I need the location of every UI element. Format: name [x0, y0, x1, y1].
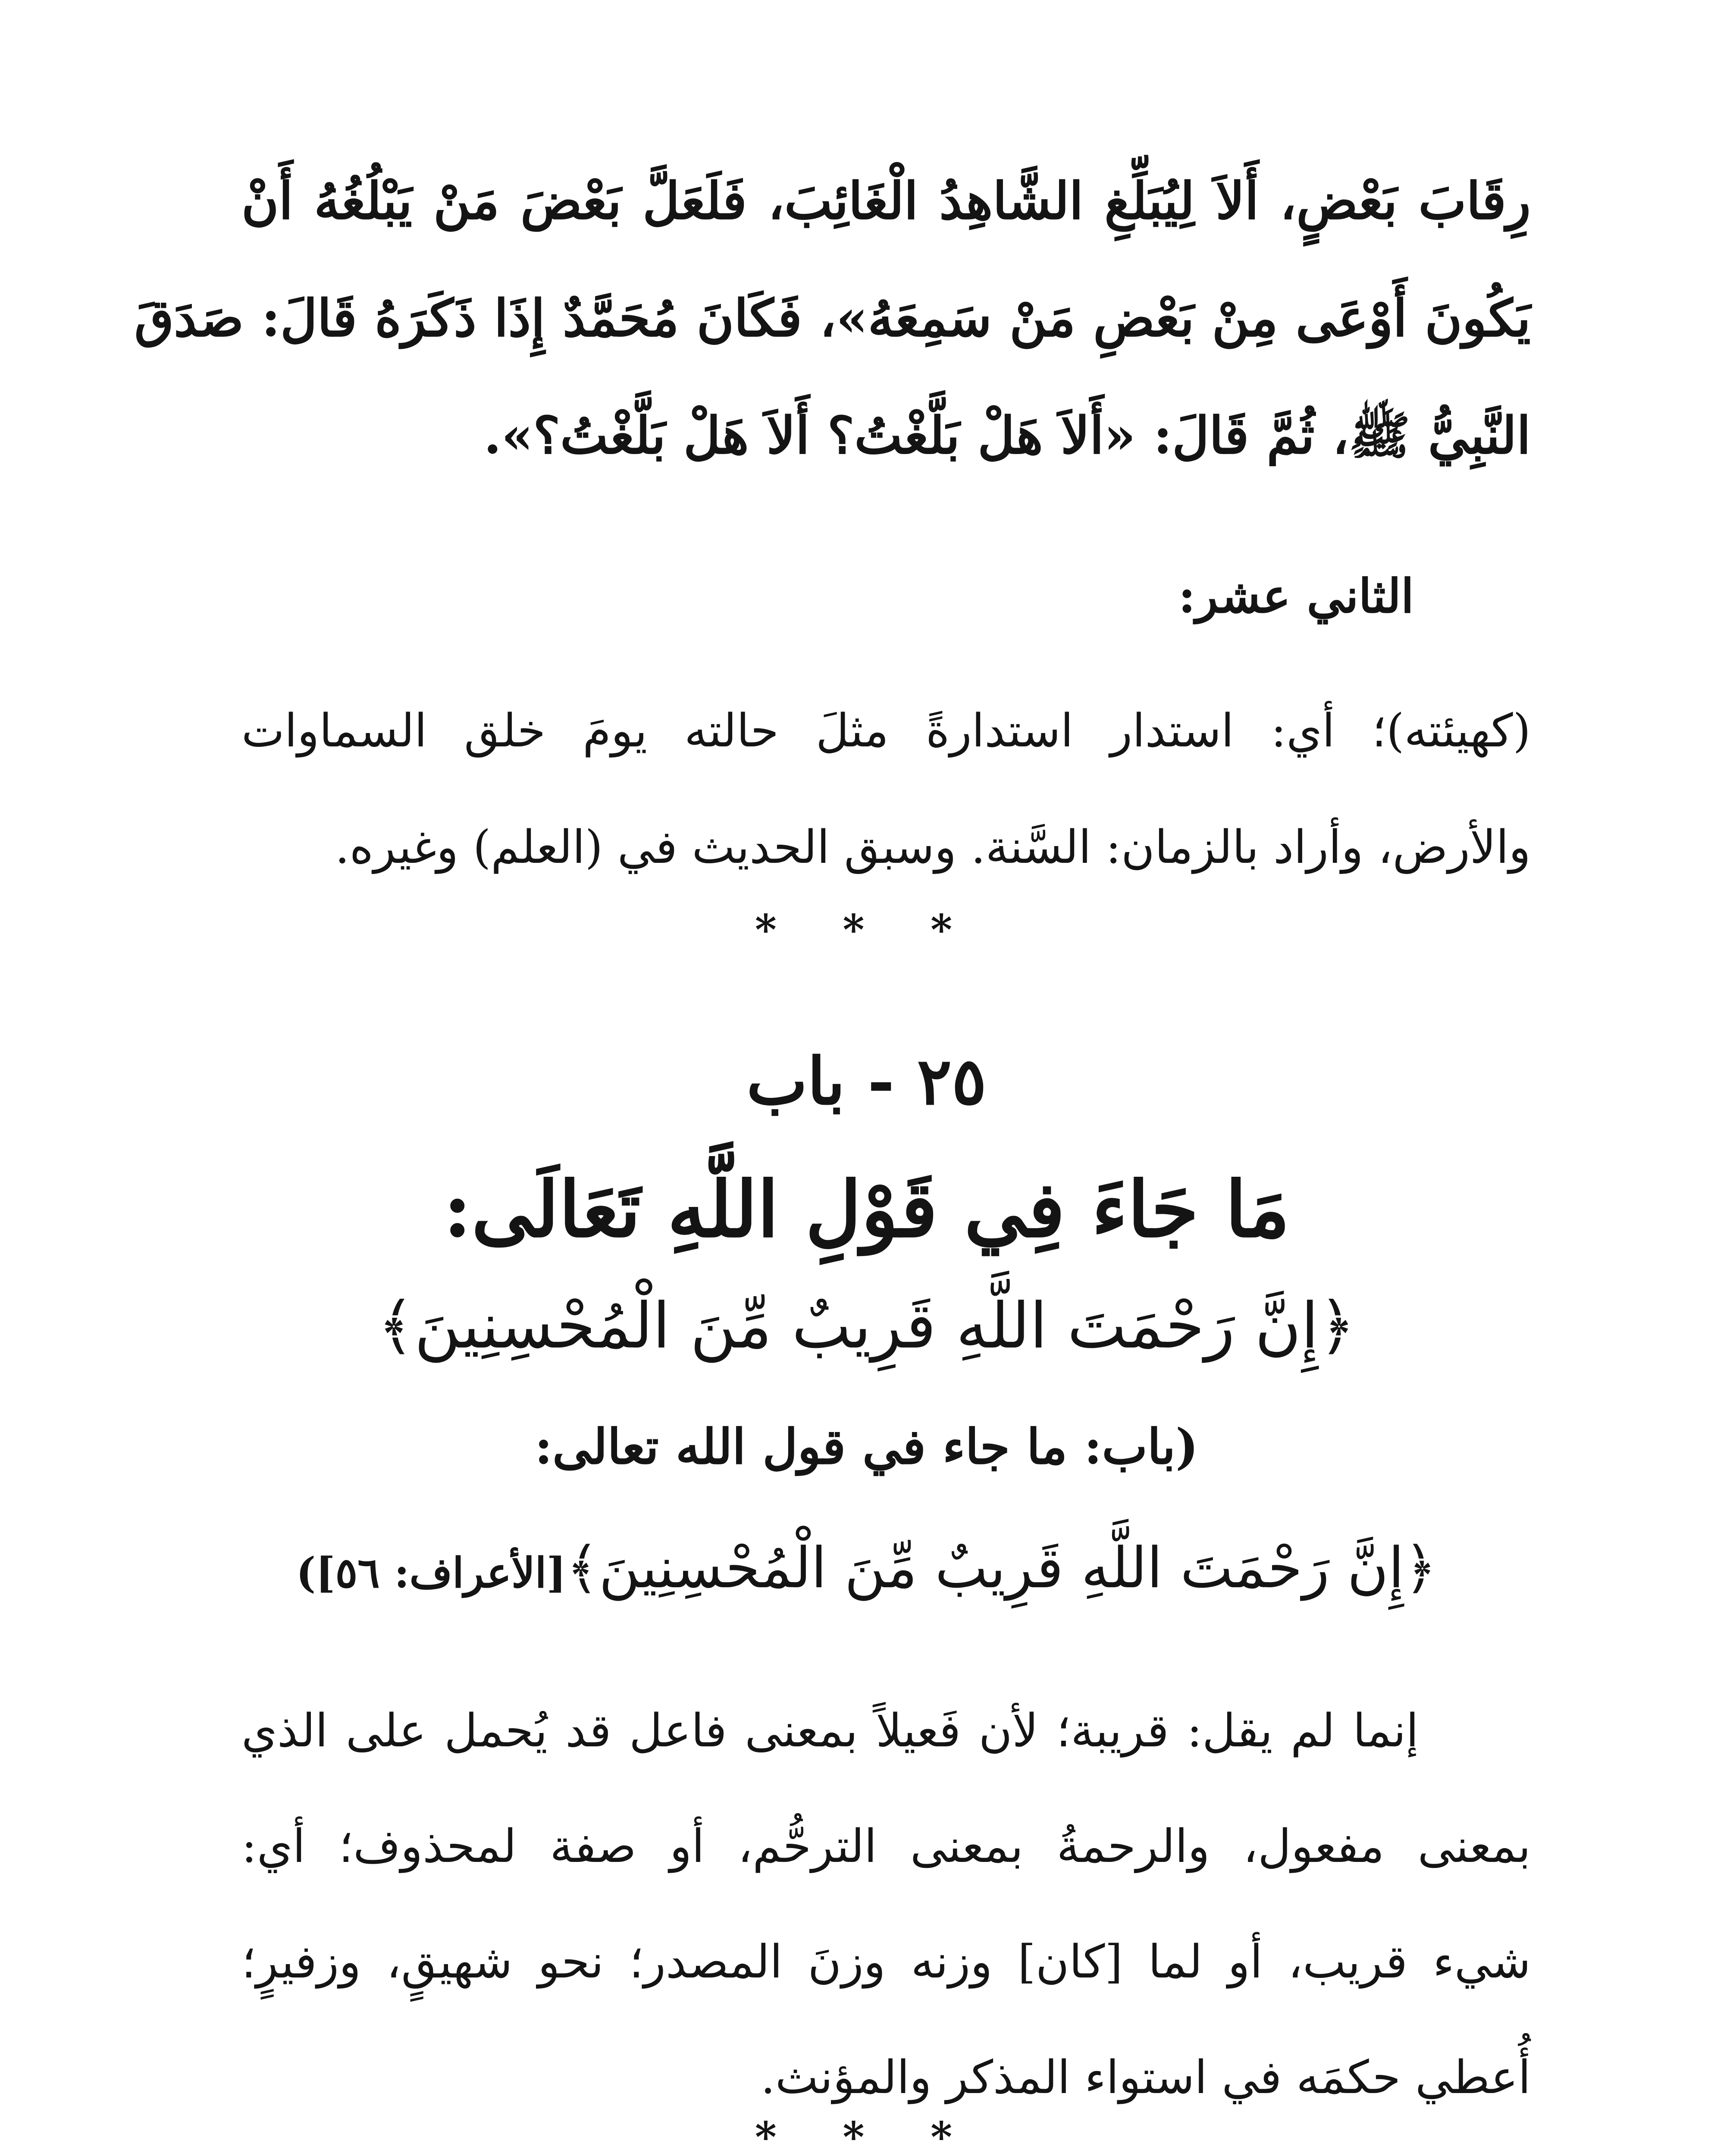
hadith-text	[134, 142, 1531, 494]
commentary-heading: الثاني عشر:	[1178, 569, 1414, 624]
hadith-line: النَّبِيُّ ﷺ، ثُمَّ قَالَ: «أَلاَ هَلْ بَلَّغْتُ؟ أَلاَ هَلْ بَلَّغْتُ؟».	[483, 405, 1531, 465]
explanation-text	[241, 1673, 1531, 2135]
explanation-line: أُعطي حكمَه في استواء المذكر والمؤنث.	[761, 2051, 1531, 2104]
explanation-line: بمعنى مفعول، والرحمةُ بمعنى الترحُّم، أو صفة لمحذوف؛ أي:	[241, 1820, 1531, 1873]
hadith-line: يَكُونَ أَوْعَى مِنْ بَعْضِ مَنْ سَمِعَهُ»، فَكَانَ مُحَمَّدٌ إِذَا ذَكَرَهُ قَالَ: صَدَقَ	[134, 288, 1531, 348]
explanation-line: إنما لم يقل: قريبة؛ لأن فَعيلاً بمعنى فاعل قد يُحمل على الذي	[241, 1704, 1419, 1757]
commentary-line: والأرض، وأراد بالزمان: السَّنة. وسبق الحديث في (العلم) وغيره.	[335, 821, 1531, 874]
bab-heading: (باب: ما جاء في قول الله تعالى:	[534, 1419, 1199, 1475]
chapter-title: مَا جَاءَ فِي قَوْلِ اللَّهِ تَعَالَى:	[443, 1164, 1290, 1254]
bab-verse: ﴿إِنَّ رَحْمَتَ اللَّهِ قَرِيبٌ مِّنَ الْمُحْسِنِينَ﴾	[566, 1535, 1437, 1601]
verse-reference: [الأعراف: ٥٦])	[296, 1548, 566, 1597]
commentary-text	[241, 673, 1531, 906]
chapter-verse: ﴿إِنَّ رَحْمَتَ اللَّهِ قَرِيبٌ مِّنَ الْمُحْسِنِينَ﴾	[377, 1289, 1356, 1363]
commentary-line: (كهيئته)؛ أي: استدار استدارةً مثلَ حالته يومَ خلق السماوات	[241, 704, 1531, 757]
chapter-number: ٢٥ - باب	[746, 1044, 987, 1119]
hadith-line: رِقَابَ بَعْضٍ، أَلاَ لِيُبَلِّغِ الشَّاهِدُ الْغَائِبَ، فَلَعَلَّ بَعْضَ مَنْ يَبْلُغُهُ أَنْ	[241, 171, 1531, 231]
section-separator: * * *	[755, 2113, 978, 2156]
section-separator: * * *	[755, 906, 978, 954]
bab-verse-line	[0, 1535, 1733, 1601]
explanation-line: شيء قريب، أو لما [كان] وزنه وزنَ المصدر؛ نحو شهيقٍ، وزفيرٍ؛	[241, 1935, 1531, 1988]
